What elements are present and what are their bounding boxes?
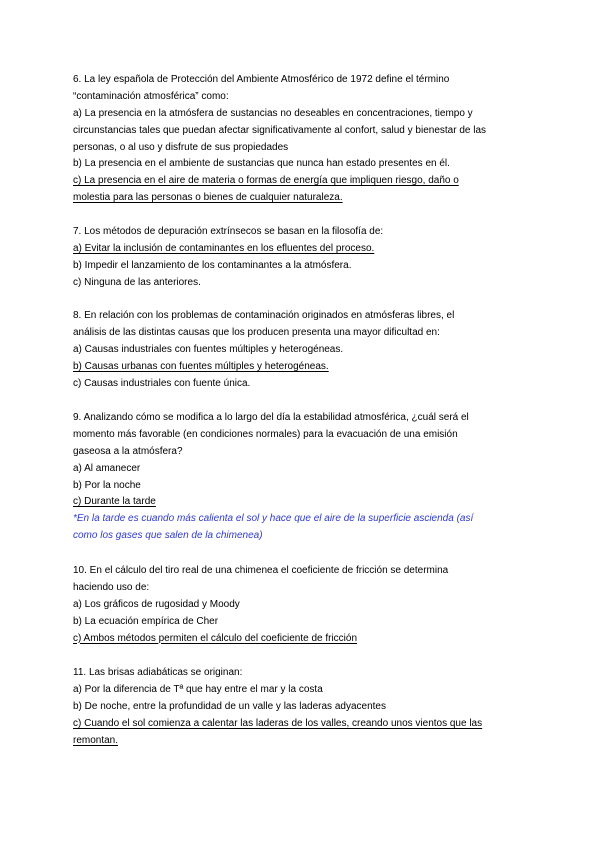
question-9-option-a: a) Al amanecer	[73, 462, 141, 474]
question-9	[73, 410, 543, 545]
question-10-stem-line-1: 10. En el cálculo del tiro real de una chimenea el coeficiente de fricción se determina	[73, 565, 449, 576]
question-6	[73, 72, 543, 207]
question-11	[73, 665, 543, 749]
question-10-option-c-answer: c) Ambos métodos permiten el cálculo del coeficiente de fricción	[73, 632, 358, 644]
question-8-stem-line-2: análisis de las distintas causas que los producen presenta una mayor dificultad en:	[73, 326, 440, 338]
question-10-option-a: a) Los gráficos de rugosidad y Moody	[73, 598, 240, 610]
question-6-stem-line-2: “contaminación atmosférica” como:	[73, 90, 229, 102]
question-7	[73, 224, 543, 292]
question-7-option-b: b) Impedir el lanzamiento de los contaminantes a la atmósfera.	[73, 259, 352, 271]
question-10	[73, 563, 543, 647]
question-9-explanation-line-1: *En la tarde es cuando más calienta el sol y hace que el aire de la superficie ascienda (así	[73, 513, 474, 525]
question-7-stem: 7. Los métodos de depuración extrínsecos se basan en la filosofía de:	[73, 226, 384, 237]
question-7-option-c: c) Ninguna de las anteriores.	[73, 276, 201, 288]
question-9-option-b: b) Por la noche	[73, 479, 141, 491]
question-9-option-c-answer: c) Durante la tarde	[73, 496, 156, 508]
question-8-stem-line-1: 8. En relación con los problemas de contaminación originados en atmósferas libres, el	[73, 310, 455, 321]
question-9-stem-line-1: 9. Analizando cómo se modifica a lo largo del día la estabilidad atmosférica, ¿cuál será el	[73, 412, 469, 423]
question-9-explanation-line-2: como los gases que salen de la chimenea)	[73, 530, 263, 542]
question-11-option-b: b) De noche, entre la profundidad de un valle y las laderas adyacentes	[73, 700, 386, 712]
question-6-option-c-answer-line-1: c) La presencia en el aire de materia o formas de energía que impliquen riesgo, daño o	[73, 175, 459, 187]
question-8-option-b-answer: b) Causas urbanas con fuentes múltiples y heterogéneas.	[73, 360, 329, 372]
question-10-stem-line-2: haciendo uso de:	[73, 581, 150, 593]
question-8-option-a: a) Causas industriales con fuentes múltiples y heterogéneas.	[73, 343, 344, 355]
question-6-option-a-line-3: personas, o al uso y disfrute de sus propiedades	[73, 141, 289, 153]
question-11-option-c-answer-line-2: remontan.	[73, 734, 119, 746]
question-9-stem-line-3: gaseosa a la atmósfera?	[73, 445, 183, 457]
question-6-option-a-line-2: circunstancias tales que puedan afectar significativamente al confort, salud y bienestar de las	[73, 124, 487, 136]
question-6-option-b: b) La presencia en el ambiente de sustancias que nunca han estado presentes en él.	[73, 158, 450, 170]
question-11-option-c-answer-line-1: c) Cuando el sol comienza a calentar las laderas de los valles, creando unos vientos que las	[73, 717, 483, 729]
question-7-option-a-answer: a) Evitar la inclusión de contaminantes en los efluentes del proceso.	[73, 242, 375, 254]
question-8-option-c: c) Causas industriales con fuente única.	[73, 377, 251, 389]
question-6-option-c-answer-line-2: molestia para las personas o bienes de cualquier naturaleza.	[73, 192, 343, 204]
question-9-stem-line-2: momento más favorable (en condiciones normales) para la evacuación de una emisión	[73, 428, 458, 440]
question-11-option-a: a) Por la diferencia de Tª que hay entre el mar y la costa	[73, 683, 323, 695]
question-11-stem: 11. Las brisas adiabáticas se originan:	[73, 667, 243, 678]
question-8	[73, 308, 543, 392]
question-6-stem-line-1: 6. La ley española de Protección del Ambiente Atmosférico de 1972 define el término	[73, 74, 450, 85]
question-10-option-b: b) La ecuación empírica de Cher	[73, 615, 219, 627]
question-6-option-a-line-1: a) La presencia en la atmósfera de sustancias no deseables en concentraciones, tiempo y	[73, 107, 473, 119]
